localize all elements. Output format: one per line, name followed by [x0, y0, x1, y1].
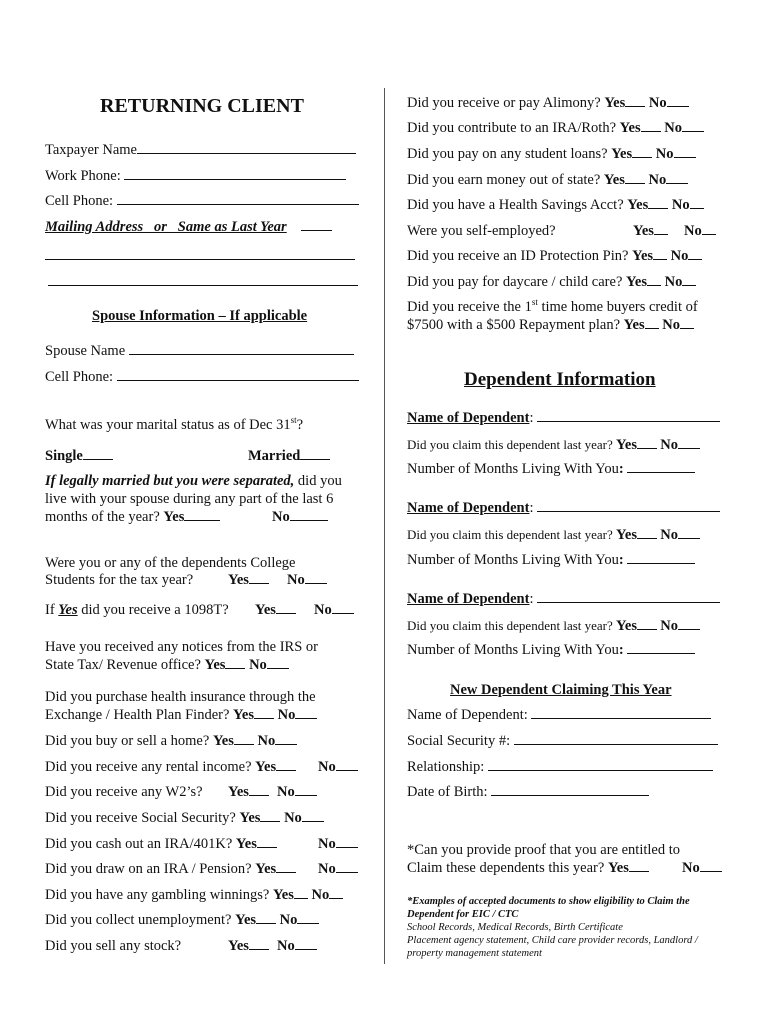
question-cash-out-ira: Did you cash out an IRA/401K? Yes	[45, 836, 277, 853]
self-employed-yes[interactable]: Yes	[633, 223, 668, 240]
social-security-yes[interactable]: Yes	[239, 810, 280, 826]
question-gambling-winnings: Did you have any gambling winnings? Yes No	[45, 887, 343, 904]
cell-phone-line	[117, 193, 359, 205]
mailing-address-field[interactable]	[45, 219, 332, 236]
sell-stock-no[interactable]: No	[277, 938, 317, 955]
gambling-winnings-yes[interactable]: Yes	[273, 887, 308, 903]
w2-no[interactable]: No	[277, 784, 317, 801]
cell-phone-label: Cell Phone:	[45, 193, 114, 209]
health-insurance-question-line-1: Did you purchase health insurance through the	[45, 689, 316, 705]
cash-out-ira-no[interactable]: No	[318, 836, 358, 853]
dependent-2-claim-yes[interactable]: Yes	[616, 527, 657, 543]
taxpayer-name-label: Taxpayer Name	[45, 142, 137, 158]
new-dependent-ssn-field[interactable]: Social Security #:	[407, 733, 718, 750]
dependent-1-claim-no[interactable]: No	[660, 437, 700, 453]
dependent-1-claim-yes[interactable]: Yes	[616, 437, 657, 453]
college-yes[interactable]: Yes	[228, 572, 269, 589]
examples-line-3: School Records, Medical Records, Birth Certificate	[407, 922, 623, 933]
separated-question-line-3: months of the year? Yes	[45, 509, 220, 526]
irs-notice-question-line-2: State Tax/ Revenue office? Yes No	[45, 657, 289, 674]
examples-line-1: *Examples of accepted documents to show eligibility to Claim the	[407, 896, 690, 907]
mailing-address-label: Mailing Address or Same as Last Year	[45, 219, 287, 235]
spouse-cell-phone-line	[117, 369, 359, 381]
taxpayer-name-line	[137, 142, 356, 154]
proof-no[interactable]: No	[682, 860, 722, 877]
question-social-security: Did you receive Social Security? Yes No	[45, 810, 324, 827]
new-dependent-relationship-field[interactable]: Relationship:	[407, 759, 713, 776]
mailing-address-line-1[interactable]	[45, 248, 355, 260]
spouse-cell-phone-label: Cell Phone:	[45, 369, 114, 385]
work-phone-field[interactable]	[45, 168, 346, 185]
dependent-3-claim-no[interactable]: No	[660, 618, 700, 634]
mailing-address-line-2[interactable]	[48, 274, 358, 286]
out-of-state-no[interactable]: No	[648, 172, 688, 188]
question-out-of-state: Did you earn money out of state? Yes No	[407, 172, 688, 189]
proof-question-line-1: *Can you provide proof that you are entitled to	[407, 842, 681, 858]
spouse-info-heading: Spouse Information – If applicable	[92, 308, 308, 324]
spouse-cell-phone-field[interactable]	[45, 369, 359, 386]
question-draw-ira-pension: Did you draw on an IRA / Pension? Yes	[45, 861, 296, 878]
question-ira-roth: Did you contribute to an IRA/Roth? Yes No	[407, 120, 704, 137]
spouse-name-field[interactable]	[45, 343, 354, 360]
question-daycare: Did you pay for daycare / child care? Yes No	[407, 274, 696, 291]
married-option[interactable]: Married	[248, 448, 330, 465]
health-savings-yes[interactable]: Yes	[627, 197, 668, 213]
college-no[interactable]: No	[287, 572, 327, 589]
examples-line-5: property management statement	[407, 948, 542, 959]
buy-sell-home-no[interactable]: No	[258, 733, 298, 749]
health-insurance-yes[interactable]: Yes	[233, 707, 274, 723]
student-loans-yes[interactable]: Yes	[611, 146, 652, 162]
health-insurance-no[interactable]: No	[278, 707, 318, 723]
dependent-info-heading: Dependent Information	[464, 369, 656, 390]
spouse-name-line	[129, 343, 354, 355]
irs-notice-no[interactable]: No	[249, 657, 289, 673]
alimony-no[interactable]: No	[649, 95, 689, 111]
new-dependent-heading: New Dependent Claiming This Year	[450, 682, 672, 698]
college-question-line-2: Students for the tax year?	[45, 572, 194, 588]
out-of-state-yes[interactable]: Yes	[604, 172, 645, 188]
id-pin-yes[interactable]: Yes	[632, 248, 667, 264]
id-pin-no[interactable]: No	[671, 248, 703, 264]
gambling-winnings-no[interactable]: No	[312, 887, 344, 903]
question-health-savings: Did you have a Health Savings Acct? Yes No	[407, 197, 704, 214]
question-self-employed: Were you self-employed?	[407, 223, 556, 239]
column-divider	[384, 88, 385, 964]
dependent-2-months-field[interactable]: Number of Months Living With You:	[407, 552, 695, 569]
proof-question-line-2: Claim these dependents this year? Yes	[407, 860, 649, 877]
marital-status-question: What was your marital status as of Dec 31st?	[45, 415, 304, 433]
question-id-pin: Did you receive an ID Protection Pin? Yes No	[407, 248, 702, 265]
irs-notice-yes[interactable]: Yes	[205, 657, 246, 673]
social-security-no[interactable]: No	[284, 810, 324, 826]
new-dependent-dob-field[interactable]: Date of Birth:	[407, 784, 649, 801]
question-student-loans: Did you pay on any student loans? Yes No	[407, 146, 696, 163]
proof-yes[interactable]: Yes	[608, 860, 649, 876]
single-option[interactable]: Single	[45, 448, 113, 465]
student-loans-no[interactable]: No	[656, 146, 696, 162]
dependent-2-claim-question: Did you claim this dependent last year? Yes No	[407, 526, 700, 544]
daycare-no[interactable]: No	[665, 274, 697, 290]
unemployment-yes[interactable]: Yes	[235, 912, 276, 928]
self-employed-no[interactable]: No	[684, 223, 716, 240]
rental-income-yes[interactable]: Yes	[255, 759, 296, 775]
homebuyer-yes[interactable]: Yes	[624, 317, 659, 333]
cash-out-ira-yes[interactable]: Yes	[236, 836, 277, 852]
dependent-1-name-field[interactable]: Name of Dependent:	[407, 410, 720, 427]
separated-no[interactable]: No	[272, 509, 328, 526]
spouse-name-label: Spouse Name	[45, 343, 126, 359]
question-rental-income: Did you receive any rental income? Yes	[45, 759, 296, 776]
draw-ira-pension-no[interactable]: No	[318, 861, 358, 878]
alimony-yes[interactable]: Yes	[604, 95, 645, 111]
page-title: RETURNING CLIENT	[100, 95, 304, 117]
single-line	[83, 448, 113, 460]
taxpayer-name-field[interactable]	[45, 142, 356, 159]
ira-roth-yes[interactable]: Yes	[620, 120, 661, 136]
rental-income-no[interactable]: No	[318, 759, 358, 776]
new-dependent-name-field[interactable]: Name of Dependent:	[407, 707, 711, 724]
form-1098t-no[interactable]: No	[314, 602, 354, 619]
dependent-3-months-field[interactable]: Number of Months Living With You:	[407, 642, 695, 659]
form-1098t-question: If Yes did you receive a 1098T?	[45, 602, 229, 618]
homebuyer-question-line-1: Did you receive the 1st time home buyers credit of	[407, 297, 698, 315]
dependent-2-claim-no[interactable]: No	[660, 527, 700, 543]
examples-line-2: Dependent for EIC / CTC	[407, 909, 519, 920]
same-as-last-year-line	[301, 219, 332, 231]
ira-roth-no[interactable]: No	[664, 120, 704, 136]
unemployment-no[interactable]: No	[280, 912, 320, 928]
college-question-line-1: Were you or any of the dependents College	[45, 555, 296, 571]
cell-phone-field[interactable]	[45, 193, 359, 210]
examples-line-4: Placement agency statement, Child care provider records, Landlord /	[407, 935, 698, 946]
work-phone-line	[124, 168, 346, 180]
form-1098t-yes[interactable]: Yes	[255, 602, 296, 619]
question-alimony: Did you receive or pay Alimony? Yes No	[407, 95, 689, 112]
health-insurance-question-line-2: Exchange / Health Plan Finder? Yes No	[45, 707, 317, 724]
sell-stock-yes[interactable]: Yes	[228, 938, 269, 955]
buy-sell-home-yes[interactable]: Yes	[213, 733, 254, 749]
separated-question-line-1: If legally married but you were separated, did you	[45, 473, 342, 489]
dependent-3-name-field[interactable]: Name of Dependent:	[407, 591, 720, 608]
w2-yes[interactable]: Yes	[228, 784, 269, 801]
separated-yes[interactable]: Yes	[163, 509, 220, 525]
dependent-1-claim-question: Did you claim this dependent last year? Yes No	[407, 436, 700, 454]
work-phone-label: Work Phone:	[45, 168, 121, 184]
draw-ira-pension-yes[interactable]: Yes	[255, 861, 296, 877]
health-savings-no[interactable]: No	[672, 197, 704, 213]
dependent-3-claim-question: Did you claim this dependent last year? Yes No	[407, 617, 700, 635]
dependent-3-claim-yes[interactable]: Yes	[616, 618, 657, 634]
homebuyer-no[interactable]: No	[662, 317, 694, 333]
question-w2: Did you receive any W2’s?	[45, 784, 203, 800]
separated-question-line-2: live with your spouse during any part of the last 6	[45, 491, 334, 507]
homebuyer-question-line-2: $7500 with a $500 Repayment plan? Yes No	[407, 317, 694, 334]
question-sell-stock: Did you sell any stock?	[45, 938, 182, 954]
question-unemployment: Did you collect unemployment? Yes No	[45, 912, 319, 929]
daycare-yes[interactable]: Yes	[626, 274, 661, 290]
dependent-1-months-field[interactable]: Number of Months Living With You:	[407, 461, 695, 478]
married-line	[300, 448, 330, 460]
irs-notice-question-line-1: Have you received any notices from the IRS or	[45, 639, 318, 655]
dependent-2-name-field[interactable]: Name of Dependent:	[407, 500, 720, 517]
question-buy-sell-home: Did you buy or sell a home? Yes No	[45, 733, 297, 750]
